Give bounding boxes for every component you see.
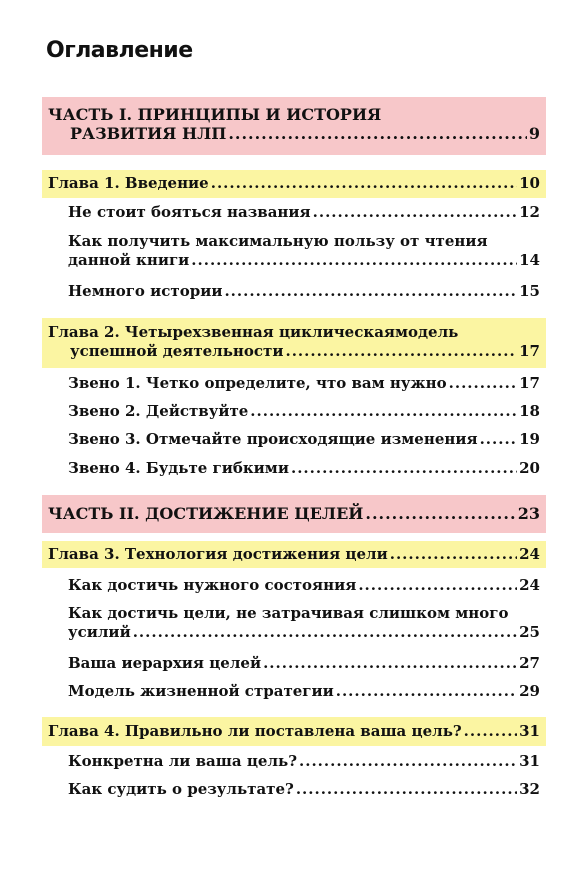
leader-dots xyxy=(336,682,517,701)
leader-dots xyxy=(191,251,517,270)
toc-entry[interactable] xyxy=(68,604,540,642)
part-2-title: ЧАСТЬ II. ДОСТИЖЕНИЕ ЦЕЛЕЙ xyxy=(48,504,364,523)
toc-entry[interactable] xyxy=(68,459,540,478)
leader-dots xyxy=(365,504,515,523)
entry-title: Звено 2. Действуйте xyxy=(68,402,249,420)
chapter-3-title: Глава 3. Технология достижения цели xyxy=(48,545,388,563)
part-1-title-line2: РАЗВИТИЯ НЛП xyxy=(70,124,227,143)
part-2-page: 23 xyxy=(517,504,540,523)
entry-title: Не стоит бояться названия xyxy=(68,203,311,221)
entry-page: 18 xyxy=(519,402,540,420)
chapter-2-entry[interactable] xyxy=(42,318,546,368)
leader-dots xyxy=(464,722,517,741)
leader-dots xyxy=(228,124,527,143)
leader-dots xyxy=(449,374,518,393)
part-2-entry[interactable] xyxy=(42,495,546,533)
leader-dots xyxy=(299,752,517,771)
entry-page: 14 xyxy=(519,251,540,269)
chapter-4-entry[interactable] xyxy=(42,717,546,746)
chapter-1-page: 10 xyxy=(519,174,540,192)
leader-dots xyxy=(224,282,517,301)
leader-dots xyxy=(390,545,517,564)
entry-title-line2: усилий xyxy=(68,623,131,641)
leader-dots xyxy=(291,459,517,478)
entry-page: 27 xyxy=(519,654,540,672)
entry-title: Конкретна ли ваша цель? xyxy=(68,752,298,770)
entry-page: 19 xyxy=(519,430,540,448)
toc-entry[interactable] xyxy=(68,232,540,270)
leader-dots xyxy=(313,203,518,222)
leader-dots xyxy=(211,174,517,193)
entry-page: 20 xyxy=(519,459,540,477)
leader-dots xyxy=(480,430,518,449)
entry-title: Как достичь нужного состояния xyxy=(68,576,357,594)
part-1-entry[interactable] xyxy=(42,97,546,155)
entry-page: 24 xyxy=(519,576,540,594)
toc-entry[interactable] xyxy=(68,780,540,799)
toc-entry[interactable] xyxy=(68,682,540,701)
entry-page: 29 xyxy=(519,682,540,700)
toc-entry[interactable] xyxy=(68,282,540,301)
entry-page: 17 xyxy=(519,374,540,392)
page-title: Оглавление xyxy=(46,38,193,63)
chapter-1-entry[interactable] xyxy=(42,170,546,198)
leader-dots xyxy=(250,402,517,421)
entry-page: 32 xyxy=(519,780,540,798)
entry-title-line2: данной книги xyxy=(68,251,190,269)
entry-title: Модель жизненной стратегии xyxy=(68,682,334,700)
entry-title: Звено 3. Отмечайте происходящие изменения xyxy=(68,430,478,448)
chapter-2-page: 17 xyxy=(519,342,540,360)
chapter-2-title-line2: успешной деятельности xyxy=(70,342,284,360)
entry-title: Звено 4. Будьте гибкими xyxy=(68,459,289,477)
chapter-4-title: Глава 4. Правильно ли поставлена ваша цель? xyxy=(48,722,462,740)
chapter-3-entry[interactable] xyxy=(42,541,546,568)
entry-page: 25 xyxy=(519,623,540,641)
leader-dots xyxy=(263,654,517,673)
entry-title: Как судить о результате? xyxy=(68,780,294,798)
leader-dots xyxy=(358,576,517,595)
leader-dots xyxy=(296,780,517,799)
entry-page: 15 xyxy=(519,282,540,300)
entry-title: Ваша иерархия целей xyxy=(68,654,262,672)
leader-dots xyxy=(133,623,517,642)
toc-entry[interactable] xyxy=(68,654,540,673)
entry-title: Немного истории xyxy=(68,282,223,300)
entry-page: 31 xyxy=(519,752,540,770)
toc-entry[interactable] xyxy=(68,203,540,222)
toc-entry[interactable] xyxy=(68,374,540,393)
part-1-title-line1: ЧАСТЬ I. ПРИНЦИПЫ И ИСТОРИЯ xyxy=(48,105,382,124)
entry-title-line1: Как достичь цели, не затрачивая слишком много xyxy=(68,604,509,622)
toc-entry[interactable] xyxy=(68,752,540,771)
toc-entry[interactable] xyxy=(68,402,540,421)
toc-entry[interactable] xyxy=(68,576,540,595)
chapter-3-page: 24 xyxy=(519,545,540,563)
chapter-2-title-line1: Глава 2. Четырехзвенная циклическаямодель xyxy=(48,323,459,341)
entry-page: 12 xyxy=(519,203,540,221)
part-1-page: 9 xyxy=(528,124,540,143)
chapter-1-title: Глава 1. Введение xyxy=(48,174,209,192)
toc-entry[interactable] xyxy=(68,430,540,449)
entry-title: Звено 1. Четко определите, что вам нужно xyxy=(68,374,447,392)
entry-title-line1: Как получить максимальную пользу от чтения xyxy=(68,232,488,250)
chapter-4-page: 31 xyxy=(519,722,540,740)
leader-dots xyxy=(285,342,517,361)
